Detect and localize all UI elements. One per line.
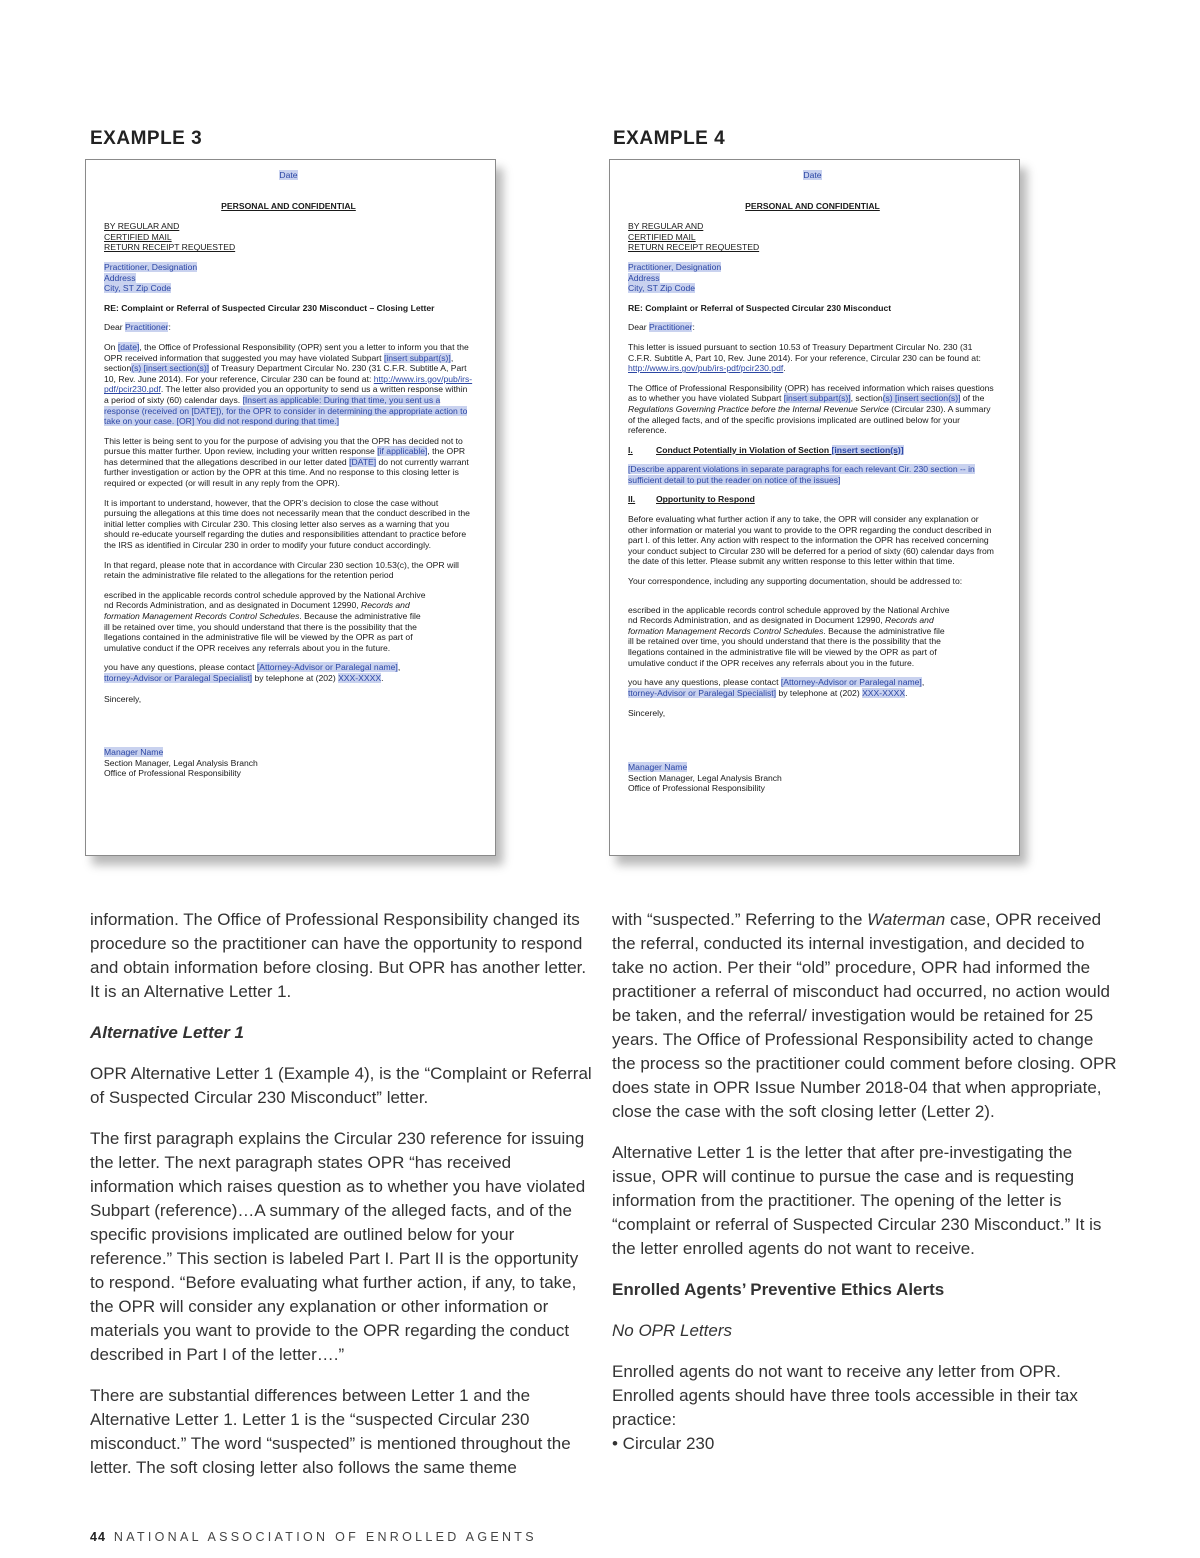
records-paragraph: escribed in the applicable records control schedule approved by the National Archive nd Records Administration, and as designated in Document 12990, Records and formation Management Records Control Schedules. Because the administrative file ill be retained over time, you should understand that there is the possibility that the llegations contained in the administrative file will be viewed by the OPR as part of umulative conduct if the OPR receives any referrals about you in the future. [104, 589, 426, 653]
signature-block: Manager Name Section Manager, Legal Analysis Branch Office of Professional Responsibility [104, 747, 258, 779]
letter-subject: RE: Complaint or Referral of Suspected Circular 230 Misconduct – Closing Letter [104, 302, 435, 313]
letter-paragraph: This letter is being sent to you for the purpose of advising you that the OPR has decided not to pursue this matter further. Upon review, including your written response [if applicable], the OPR has determined that the allegations described in our letter dated [DATE] do not currently warrant further investigation or action by the OPR at this time. And no response to this closing letter is required or expected (or will result in any reply from the OPR). [104, 435, 469, 489]
recipient-address: Practitioner, Designation Address City, ST Zip Code [104, 261, 198, 294]
page-number: 44 [90, 1530, 106, 1544]
salutation: Dear Practitioner: [104, 322, 171, 333]
contact-paragraph: you have any questions, please contact [Attorney-Advisor or Paralegal name], ttorney-Advisor or Paralegal Specialist] by telephone at (202) XXX-XXXX. [104, 662, 401, 683]
records-paragraph: escribed in the applicable records control schedule approved by the National Archive nd Records Administration, and as designated in Document 12990, Records and formation Management Records Control Schedules. Because the administrative file ill be retained over time, you should understand that there is the possibility that the llegations contained in the administrative file will be viewed by the OPR as part of umulative conduct if the OPR receives any referrals about you in the future. [628, 604, 950, 668]
body-paragraph: with “suspected.” Referring to the Waterman case, OPR received the referral, conducted its internal investigation, and decided to take no action. Per their “old” procedure, OPR had informed the practitioner a referral of misconduct had occurred, no action would be taken, and the referral/ investigation would be retained for 25 years. The Office of Professional Responsibility acted to change the process so the practitioner could comment before closing. OPR does state in OPR Issue Number 2018-04 that when appropriate, close the case with the soft closing letter (Letter 2). [612, 910, 1117, 1121]
letter-paragraph: Your correspondence, including any supporting documentation, should be addressed to: [628, 576, 963, 587]
letter-paragraph: The Office of Professional Responsibility (OPR) has received information which raises questions as to whether you have violated Subpart [insert subpart(s)], section(s) [insert section(s)] of the Regulations Governing Practice before the Internal Revenue Service (Circular 230). A summary of the alleged facts, and of the specific provisions implicated are outlined below for your reference. [628, 382, 994, 436]
body-paragraph: The first paragraph explains the Circular 230 reference for issuing the letter. The next paragraph states OPR “has received information which raises question as to whether you have violated Subpart (reference)…A summary of the alleged facts, and of the specific provisions implicated are outlined below for your reference.” This section is labeled Part I. Part II is the opportunity to respond. “Before evaluating what further action, if any, to take, the OPR will consider any explanation or other information or materials you want to provide to the OPR regarding the conduct described in Part I of the letter….” [90, 1129, 586, 1364]
mail-method: BY REGULAR AND CERTIFIED MAIL RETURN RECEIPT REQUESTED [628, 221, 760, 253]
body-paragraph: There are substantial differences between Letter 1 and the Alternative Letter 1. Letter 1 is the “suspected Circular 230 misconduct.” The word “suspected” is mentioned throughout the letter. The soft closing letter also follows the same theme [90, 1386, 571, 1477]
left-column [90, 908, 592, 1480]
bullet-item: • Circular 230 [612, 1434, 715, 1453]
letter-paragraph: Before evaluating what further action if any to take, the OPR will consider any explanation or other information or material you want to provide to the OPR regarding the conduct described in part I. of this letter. Any action with respect to the information the OPR has received concerning your conduct subject to Circular 230 will be deferred for a period of sixty (60) calendar days from the date of this letter. Please submit any written response to this letter within that time. [628, 514, 994, 567]
letter-subject: RE: Complaint or Referral of Suspected Circular 230 Misconduct [628, 302, 892, 313]
body-paragraph: information. The Office of Professional Responsibility changed its procedure so the practitioner can have the opportunity to respond and obtain information before closing. But OPR has another letter. It is an Alternative Letter 1. [90, 910, 587, 1001]
letter-confidential: PERSONAL AND CONFIDENTIAL [745, 200, 880, 211]
closing: Sincerely, [104, 693, 142, 704]
section-heading: Alternative Letter 1 [90, 1023, 244, 1042]
letter-paragraph: This letter is issued pursuant to section 10.53 of Treasury Department Circular No. 230 (31 C.F.R. Subtitle A, Part 10, Rev. June 2014). For your reference, Circular 230 can be found at: http://www.irs.gov/pub/irs-pdf/pcir230.pdf. [628, 341, 981, 374]
body-paragraph: Alternative Letter 1 is the letter that after pre-investigating the issue, OPR will continue to pursue the case and is requesting information from the practitioner. The opening of the letter is “complaint or referral of Suspected Circular 230 Misconduct.” It is the letter enrolled agents do not want to receive. [612, 1143, 1102, 1258]
letter-paragraph: On [date], the Office of Professional Responsibility (OPR) sent you a letter to inform you that the OPR received information that suggested you may have violated Subpart [insert subpart(s)], section(s) [insert section(s)] of Treasury Department Circular No. 230 (31 C.F.R. Subtitle A, Part 10, Rev. June 2014). For your reference, Circular 230 can be found at: http://www.irs.gov/pub/irs-pdf/pcir230.pdf. The letter also provided you an opportunity to send us a written response within a period of sixty (60) calendar days. [Insert as applicable: During that time, you sent us a response (received on [DATE]), for the OPR to consider in determining the appropriate action to take on your case. [OR] You did not respond during that time.] [104, 341, 473, 427]
closing: Sincerely, [628, 708, 666, 719]
example-3-title: EXAMPLE 3 [90, 128, 203, 149]
page-footer [90, 1530, 537, 1544]
example-4-letter [609, 159, 1020, 856]
signature-block: Manager Name Section Manager, Legal Analysis Branch Office of Professional Responsibility [628, 761, 782, 794]
section-2-heading: II. Opportunity to Respond [628, 494, 755, 505]
example-3-letter [85, 159, 496, 856]
organization-name: NATIONAL ASSOCIATION OF ENROLLED AGENTS [113, 1530, 537, 1544]
recipient-address: Practitioner, Designation Address City, ST Zip Code [628, 261, 722, 294]
letter-date: Date [803, 170, 822, 180]
mail-method: BY REGULAR AND CERTIFIED MAIL RETURN RECEIPT REQUESTED [104, 221, 236, 253]
body-paragraph: Enrolled agents do not want to receive any letter from OPR. Enrolled agents should have three tools accessible in their tax practice: [612, 1362, 1078, 1429]
contact-paragraph: you have any questions, please contact [Attorney-Advisor or Paralegal name], ttorney-Advisor or Paralegal Specialist] by telephone at (202) XXX-XXXX. [628, 677, 925, 698]
letter-date: Date [279, 170, 298, 180]
subheading: No OPR Letters [612, 1321, 732, 1340]
letter-confidential: PERSONAL AND CONFIDENTIAL [221, 200, 356, 211]
salutation: Dear Practitioner: [628, 322, 695, 333]
letter-paragraph: In that regard, please note that in accordance with Circular 230 section 10.53(c), the OPR will retain the administrative file related to the allegations for the retention period [104, 559, 459, 581]
letter-paragraph: It is important to understand, however, that the OPR’s decision to close the case without pursuing the allegations at this time does not necessarily mean that the conduct described in the initial letter complies with Circular 230. This closing letter also serves as a warning that you should re-educate yourself regarding the duties and responsibilities attendant to practice before the IRS as identified in Circular 230 in order to modify your future conduct accordingly. [104, 497, 470, 551]
section-1-description: [Describe apparent violations in separate paragraphs for each relevant Cir. 230 section -- in sufficient detail to put the reader on notice of the issues] [628, 464, 975, 485]
section-1-heading: I. Conduct Potentially in Violation of Section [insert section(s)] [628, 444, 904, 455]
section-heading: Enrolled Agents’ Preventive Ethics Alerts [612, 1280, 945, 1299]
right-column [612, 908, 1118, 1456]
example-4-title: EXAMPLE 4 [613, 128, 726, 149]
body-paragraph: OPR Alternative Letter 1 (Example 4), is the “Complaint or Referral of Suspected Circular 230 Misconduct” letter. [90, 1064, 592, 1107]
